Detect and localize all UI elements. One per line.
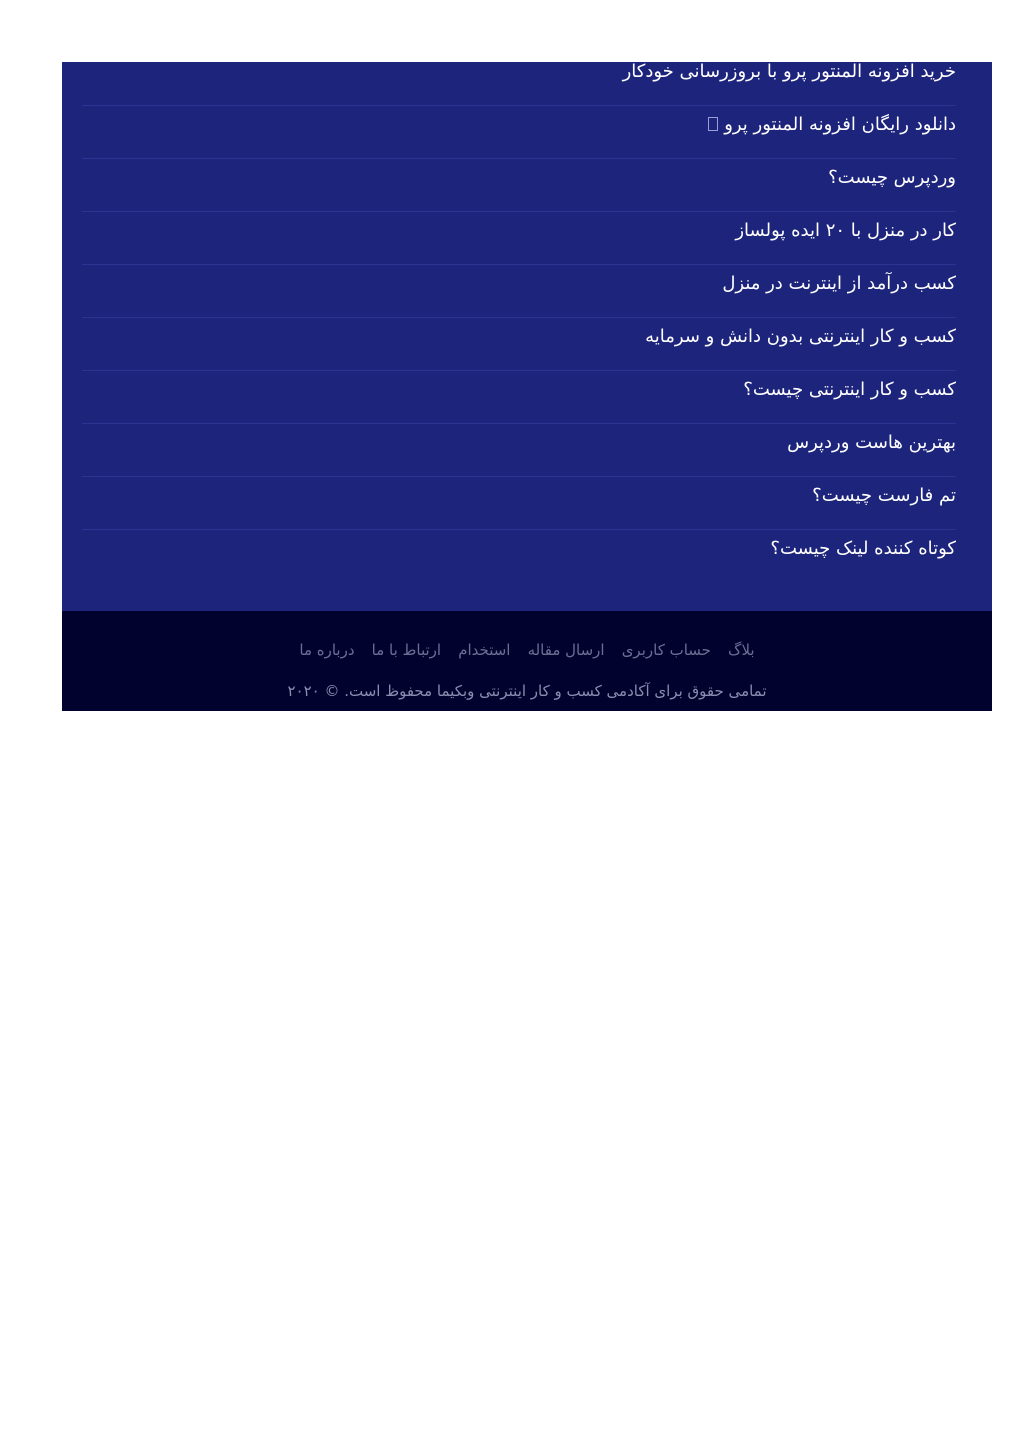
list-item[interactable]: [82, 371, 956, 424]
footer-link-account[interactable]: حساب کاربری: [621, 641, 711, 659]
link-label[interactable]: کار در منزل با ۲۰ ایده پولساز: [735, 220, 956, 241]
list-item[interactable]: [82, 265, 956, 318]
list-item[interactable]: [82, 159, 956, 212]
missing-glyph-icon: [708, 117, 718, 131]
link-label[interactable]: بهترین هاست وردپرس: [787, 432, 956, 453]
footer-link-submit-article[interactable]: ارسال مقاله: [527, 641, 605, 659]
list-item[interactable]: [82, 530, 956, 583]
list-item[interactable]: [82, 53, 956, 106]
link-label[interactable]: کسب و کار اینترنتی بدون دانش و سرمایه: [645, 326, 956, 347]
list-item[interactable]: [82, 212, 956, 265]
list-item[interactable]: [82, 106, 956, 159]
footer-link-about[interactable]: درباره ما: [299, 641, 355, 659]
link-label[interactable]: وردپرس چیست؟: [828, 167, 956, 188]
link-label[interactable]: کوتاه کننده لینک چیست؟: [770, 538, 956, 559]
footer-nav: [62, 640, 992, 659]
related-links-list: [82, 53, 956, 583]
list-item[interactable]: [82, 318, 956, 371]
site-footer: [62, 611, 992, 711]
copyright-text: تمامی حقوق برای آکادمی کسب و کار اینترنتی وبکیما محفوظ است. © ۲۰۲۰: [287, 682, 767, 700]
link-label[interactable]: دانلود رایگان افزونه المنتور پرو: [724, 114, 956, 135]
link-label[interactable]: کسب و کار اینترنتی چیست؟: [743, 379, 956, 400]
footer-link-careers[interactable]: استخدام: [458, 641, 511, 659]
footer-link-contact[interactable]: ارتباط با ما: [371, 641, 442, 659]
related-links-panel: [62, 62, 992, 611]
link-label[interactable]: تم فارست چیست؟: [812, 485, 956, 506]
footer-link-blog[interactable]: بلاگ: [728, 641, 755, 659]
link-label[interactable]: کسب درآمد از اینترنت در منزل: [722, 273, 956, 294]
list-item[interactable]: [82, 424, 956, 477]
link-label[interactable]: خرید افزونه المنتور پرو با بروزرسانی خودکار: [622, 61, 956, 82]
list-item[interactable]: [82, 477, 956, 530]
